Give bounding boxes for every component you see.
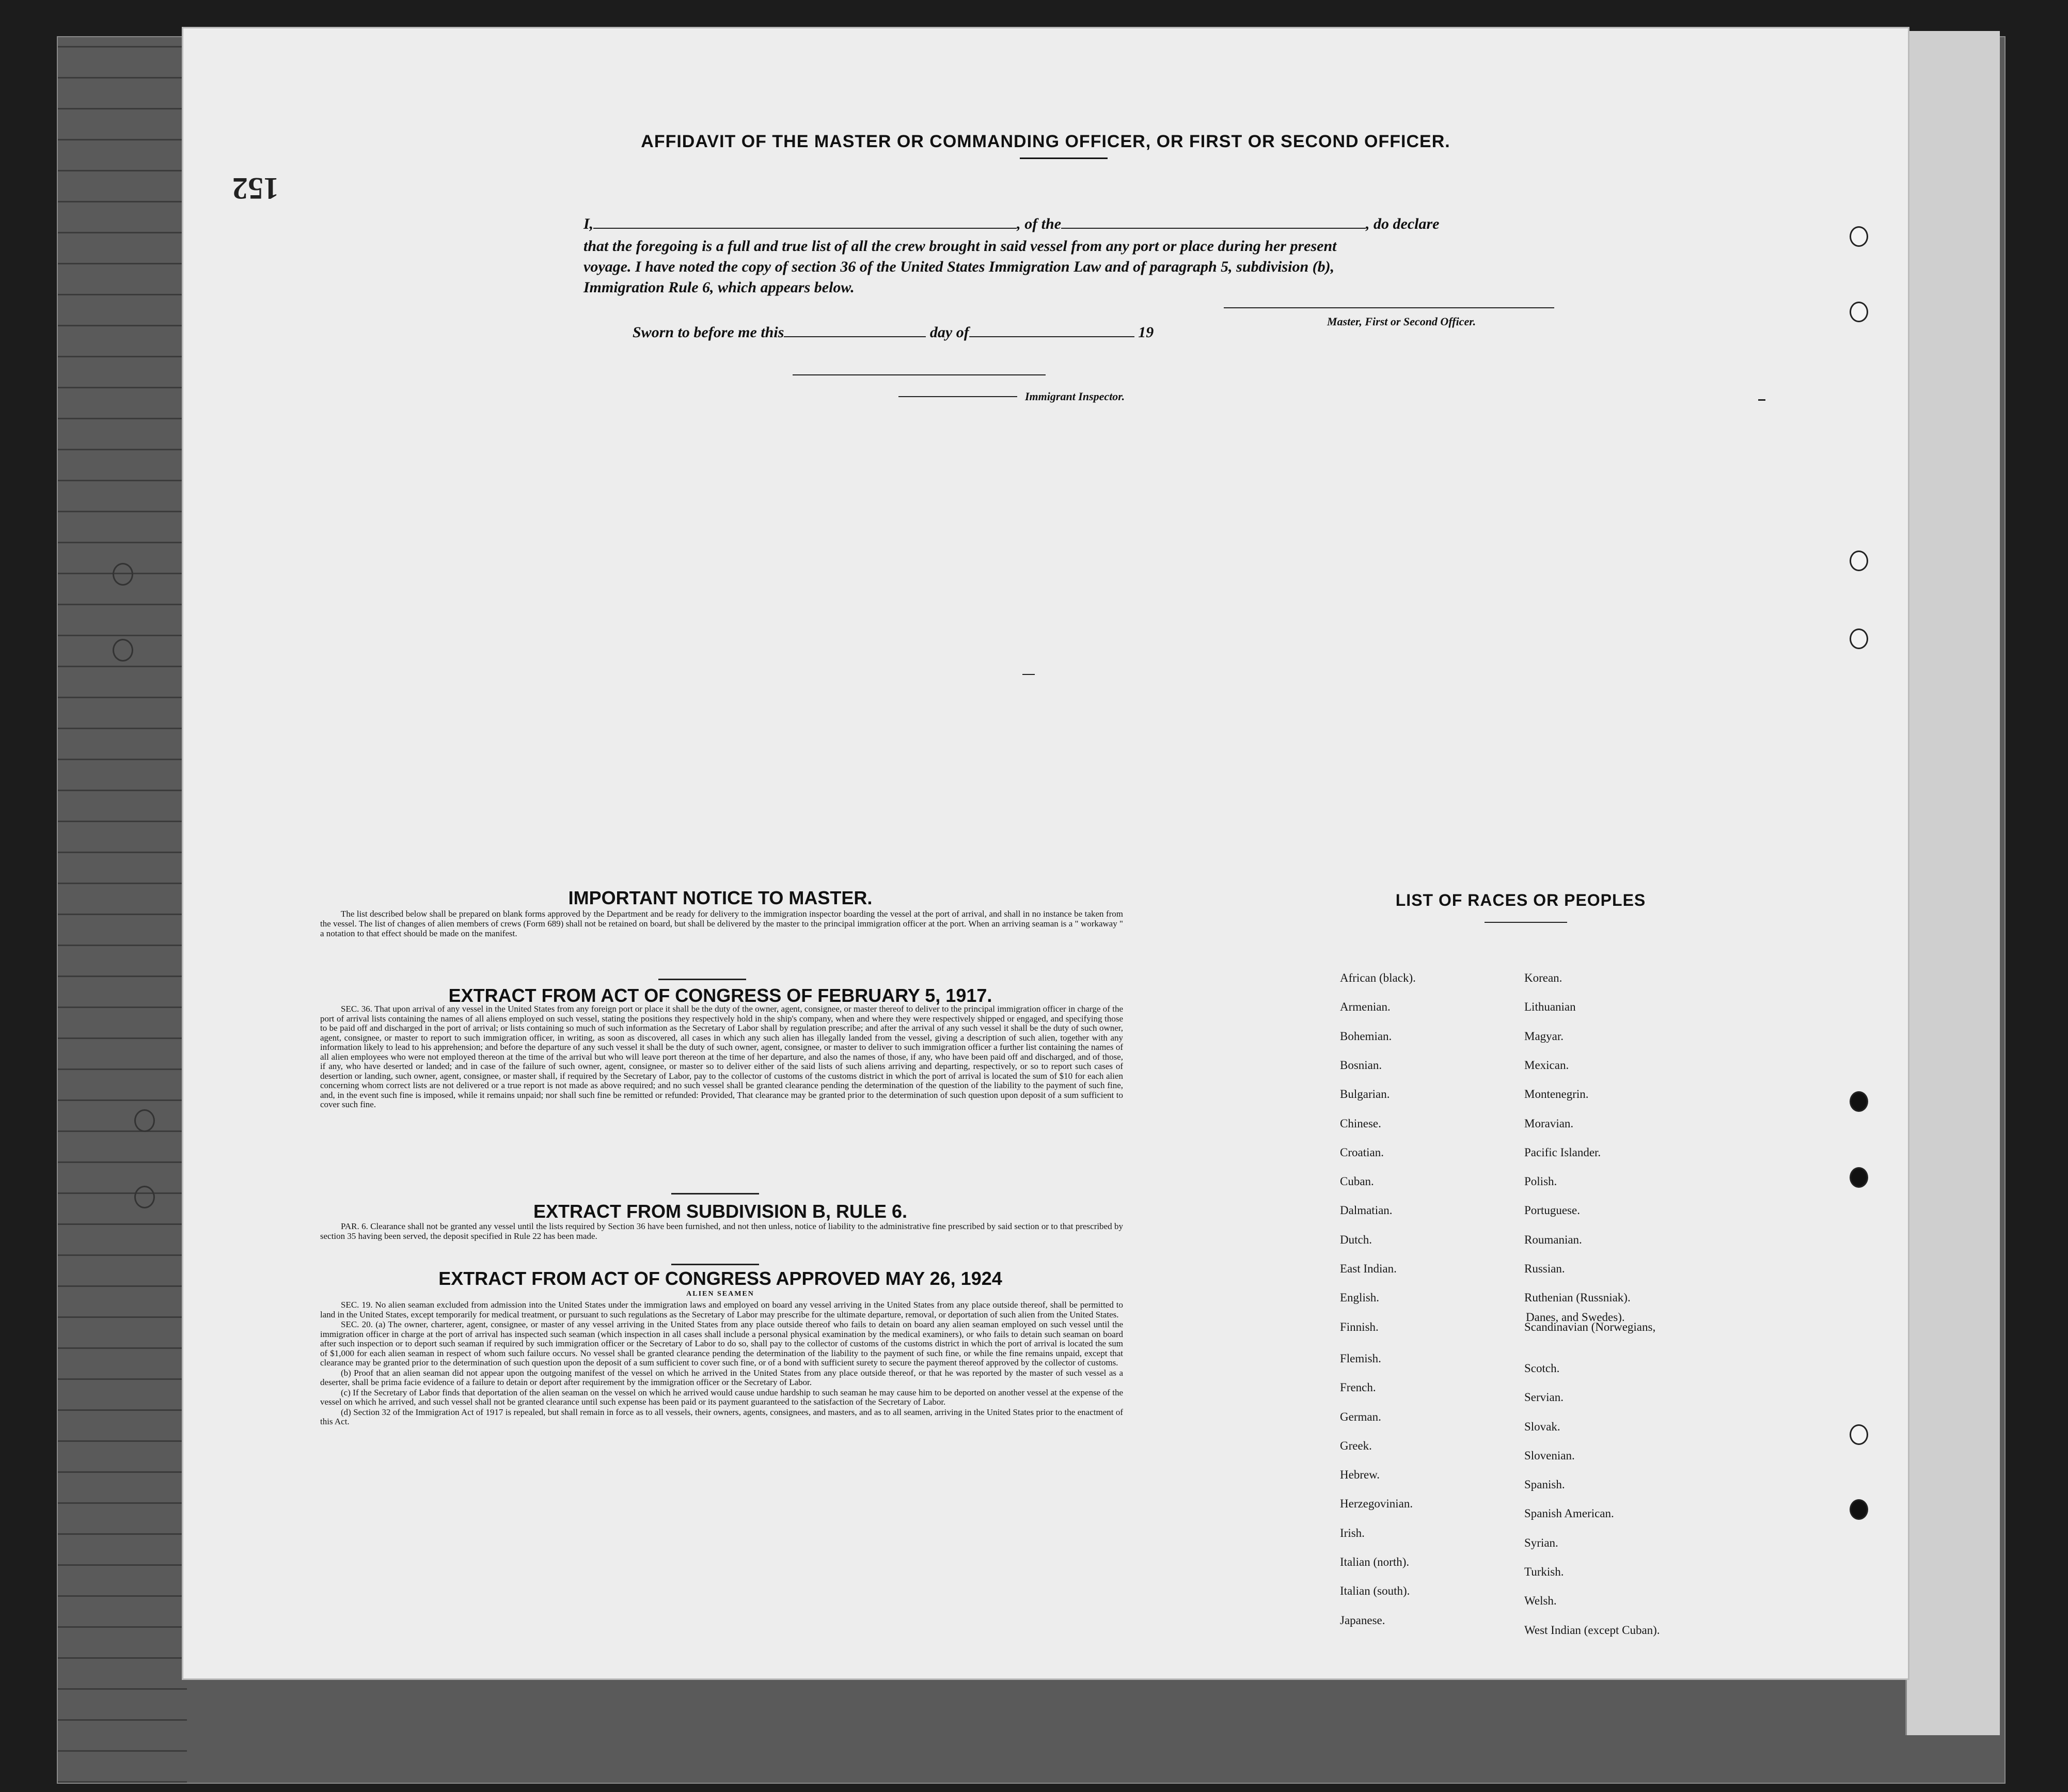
master-signature-label: Master, First or Second Officer. [1327, 315, 1476, 328]
rule6-title: EXTRACT FROM SUBDIVISION B, RULE 6. [533, 1201, 908, 1222]
vessel-blank[interactable] [1061, 214, 1366, 229]
sec20b-paragraph: (b) Proof that an alien seaman did not appear upon the outgoing manifest of the vessel on which he arrived in the United States from any place outside thereof, or that he was reported by the master of such vessel as a deserter, shall be prima facie evidence of a failure to detain or deport after requirement by the immigration officer or the Secretary of Labor. [320, 1367, 1123, 1387]
race-item: Servian. [1524, 1391, 1564, 1404]
punch-hole [1850, 226, 1868, 247]
punch-hole [1850, 302, 1868, 322]
race-item: Spanish American. [1524, 1507, 1614, 1520]
race-item: Scandinavian (Norwegians, [1524, 1321, 1656, 1333]
race-item: Polish. [1524, 1175, 1557, 1188]
declaration-of-the: , of the [1017, 215, 1062, 232]
declaration-i: I, [583, 215, 594, 232]
race-item: West Indian (except Cuban). [1524, 1624, 1660, 1637]
race-item: Montenegrin. [1524, 1088, 1589, 1101]
notice-title: IMPORTANT NOTICE TO MASTER. [568, 887, 873, 908]
race-item: Cuban. [1340, 1175, 1374, 1188]
punch-hole [1850, 1091, 1868, 1112]
race-item: East Indian. [1340, 1262, 1397, 1275]
race-item: Chinese. [1340, 1117, 1381, 1130]
inspector-label: Immigrant Inspector. [1025, 390, 1125, 403]
race-item: Mexican. [1524, 1059, 1569, 1072]
declaration-line-3: voyage. I have noted the copy of section 36 of the United States Immigration Law and of paragraph 5, subdivision (b), [583, 258, 1335, 275]
declaration-line-4: Immigration Rule 6, which appears below. [583, 279, 855, 296]
punch-hole [1850, 628, 1868, 649]
page-number-stamp: 152 [232, 171, 279, 206]
extract-1924-text [320, 1300, 1123, 1427]
sworn-year: 19 [1138, 324, 1154, 341]
declaration-declare: , do declare [1366, 215, 1440, 232]
inspector-short-line [898, 396, 1017, 397]
punch-hole [1850, 1499, 1868, 1520]
race-item: Slovak. [1524, 1420, 1560, 1433]
rule6-rule [671, 1264, 759, 1265]
race-item: Japanese. [1340, 1614, 1385, 1627]
race-item: Dalmatian. [1340, 1204, 1393, 1217]
race-item: Bulgarian. [1340, 1088, 1390, 1101]
race-item: Croatian. [1340, 1146, 1384, 1159]
race-item: Flemish. [1340, 1352, 1381, 1365]
notice-text [320, 909, 1123, 939]
name-blank[interactable] [593, 214, 1017, 229]
extract-1924-title: EXTRACT FROM ACT OF CONGRESS APPROVED MAY 26, 1924 [438, 1268, 1002, 1289]
left-punch-hole [113, 563, 133, 586]
race-item: Bosnian. [1340, 1059, 1382, 1072]
grid-strip [58, 37, 187, 1783]
declaration-line-2: that the foregoing is a full and true list of all the crew brought in said vessel from any port or place during her present [583, 238, 1337, 255]
master-signature-line[interactable] [1224, 307, 1554, 308]
extract-1917-text [320, 1004, 1123, 1110]
race-item: Moravian. [1524, 1117, 1574, 1130]
race-item: African (black). [1340, 971, 1416, 984]
punch-hole [1850, 1167, 1868, 1188]
left-punch-hole [134, 1186, 155, 1208]
race-item: Turkish. [1524, 1565, 1564, 1578]
sec20d-paragraph: (d) Section 32 of the Immigration Act of 1917 is repealed, but shall remain in force as to all vessels, their owners, agents, consignees, and masters, and as to all seamen, arriving in the United States prior to the enactment of this Act. [320, 1407, 1123, 1426]
punch-hole [1850, 551, 1868, 571]
race-item: Armenian. [1340, 1000, 1391, 1013]
center-mark [1022, 674, 1035, 675]
sworn-day-of: day of [929, 324, 969, 341]
sworn-day-blank[interactable] [784, 323, 926, 337]
race-item: Pacific Islander. [1524, 1146, 1601, 1159]
race-item: Korean. [1524, 971, 1562, 984]
race-item: Roumanian. [1524, 1233, 1582, 1246]
race-item: French. [1340, 1381, 1376, 1394]
inspector-signature-line[interactable] [793, 374, 1046, 375]
race-item: Italian (south). [1340, 1584, 1410, 1597]
notice-paragraph: The list described below shall be prepared on blank forms approved by the Department and be ready for delivery to the immigration inspector boarding the vessel at the port of arrival, and shall in no instance be taken from the vessel. The list of changes of alien members of crews (Form 689) shall not be retained on board, but shall be delivered by the master to the principal immigration officer at the port. When an arriving seaman is a " workaway " a notation to that effect should be made on the manifest. [320, 909, 1123, 938]
race-item: Herzegovinian. [1340, 1497, 1413, 1510]
race-item: Ruthenian (Russniak). [1524, 1291, 1631, 1304]
rule6-paragraph: PAR. 6. Clearance shall not be granted any vessel until the lists required by Section 36 have been furnished, and not then unless, notice of liability to the administrative fine prescribed by said section or to that prescribed by section 35 having been served, the deposit specified in Rule 22 has been made. [320, 1221, 1123, 1241]
race-item: English. [1340, 1291, 1380, 1304]
races-title: LIST OF RACES OR PEOPLES [1395, 891, 1646, 909]
rule6-text [320, 1221, 1123, 1241]
race-item: Finnish. [1340, 1321, 1379, 1333]
sworn-text: Sworn to before me this [633, 324, 784, 341]
race-item: Welsh. [1524, 1594, 1557, 1607]
race-item: Scotch. [1524, 1362, 1560, 1375]
sworn-month-blank[interactable] [969, 323, 1134, 337]
margin-dash [1758, 399, 1765, 401]
race-item: Magyar. [1524, 1030, 1564, 1043]
extract-1917-title: EXTRACT FROM ACT OF CONGRESS OF FEBRUARY 5, 1917. [448, 985, 992, 1006]
left-punch-hole [113, 639, 133, 662]
left-punch-hole [134, 1109, 155, 1132]
alien-seamen-subtitle: ALIEN SEAMEN [686, 1290, 754, 1298]
race-item: Slovenian. [1524, 1449, 1575, 1462]
races-rule [1485, 922, 1567, 923]
title-rule [1020, 158, 1108, 159]
affidavit-title: AFFIDAVIT OF THE MASTER OR COMMANDING OFFICER, OR FIRST OR SECOND OFFICER. [641, 132, 1450, 151]
punch-hole [1850, 1424, 1868, 1445]
declaration-line-1 [583, 214, 1439, 233]
notice-rule [658, 979, 746, 980]
stacked-pages-edge [1905, 31, 2000, 1735]
race-item: Portuguese. [1524, 1204, 1580, 1217]
sworn-line [633, 323, 1154, 341]
race-item: Bohemian. [1340, 1030, 1392, 1043]
race-item: Dutch. [1340, 1233, 1372, 1246]
race-item: Lithuanian [1524, 1000, 1576, 1013]
race-item: Greek. [1340, 1439, 1372, 1452]
extract-1917-rule [671, 1193, 759, 1194]
race-item: Spanish. [1524, 1478, 1565, 1491]
race-item: Italian (north). [1340, 1555, 1410, 1568]
race-item: German. [1340, 1410, 1381, 1423]
sec20a-paragraph: SEC. 20. (a) The owner, charterer, agent, consignee, or master of any vessel arriving in the United States from any place outside thereof who fails to detain on board any alien seaman employed on such vessel until the immigration officer in charge at the port of arrival has inspected such seaman (which inspection in all cases shall include a personal physical examination by the medical examiners), or who fails to detain such seaman on board after such inspection or to deport such seaman if required by such immigration officer or the Secretary of Labor to do so, shall pay to the collector of customs of the customs district in which the port of arrival is located the sum of $1,000 for each alien seaman in respect of whom such failure occurs. No vessel shall be granted clearance pending the determination of the liability to the payment of such fine, or while the fine remains unpaid, except that clearance may be granted prior to the determination of such question upon the deposit of a sum sufficient to cover such fine, or of a bond with sufficient surety to secure the payment thereof approved by the collector of customs. [320, 1319, 1123, 1367]
sec19-paragraph: SEC. 19. No alien seaman excluded from admission into the United States under the immigration laws and employed on board any vessel arriving in the United States from any place outside thereof, shall be permitted to land in the United States, except temporarily for medical treatment, or pursuant to such regulations as the Secretary of Labor may prescribe for the ultimate departure, removal, or deportation of such alien from the United States. [320, 1300, 1123, 1319]
form-page [183, 28, 1908, 1678]
sec20c-paragraph: (c) If the Secretary of Labor finds that deportation of the alien seaman on the vessel on which he arrived would cause undue hardship to such seaman he may cause him to be deported on another vessel at the expense of the vessel on which he arrived, and such vessel shall not be granted clearance until such expense has been paid or its payment guaranteed to the satisfaction of the Secretary of Labor. [320, 1387, 1123, 1407]
race-item: Russian. [1524, 1262, 1565, 1275]
race-item: Syrian. [1524, 1536, 1558, 1549]
race-continuation: Danes, and Swedes). [1526, 1311, 1625, 1324]
race-item: Hebrew. [1340, 1468, 1380, 1481]
race-item: Irish. [1340, 1527, 1365, 1539]
extract-1917-paragraph: SEC. 36. That upon arrival of any vessel in the United States from any foreign port or place it shall be the duty of the owner, agent, consignee, or master thereof to deliver to the principal immigration officer in charge of the port of arrival lists containing the names of all aliens employed on such vessel, stating the positions they respectively hold in the ship's company, when and where they were respectively shipped or engaged, and specifying those to be paid off and discharged in the port of arrival; or lists containing so much of such information as the Secretary of Labor shall by regulation prescribe; and after the arrival of any such vessel it shall be the duty of such owner, agent, consignee, or master to report to such immigration officer, in writing, as soon as discovered, all cases in which any such alien has illegally landed from the vessel, giving a description of such alien, together with any information likely to lead to his apprehension; and before the departure of any such vessel it shall be the duty of such owner, agent, consignee, or master to deliver to such immigration officer a further list containing the names of all alien employees who were not employed thereon at the time of the arrival but who will leave port thereon at the time of her departure, and also the names of those, if any, who have been paid off and discharged, and of those, if any, who have deserted or landed; and in case of the failure of such owner, agent, consignee, or master so to deliver either of the said lists of such aliens arriving and departing, respectively, or so to report such cases of desertion or landing, such owner, agent, consignee, or master shall, if required by the Secretary of Labor, pay to the collector of customs of the customs district in which the port of arrival is located the sum of $10 for each alien concerning whom correct lists are not delivered or a true report is not made as above required; and no such vessel shall be granted clearance pending the determination of the question of the liability to the payment of such fine, and, in the event such fine is imposed, while it remains unpaid; nor shall such fine be remitted or refunded: Provided, That clearance may be granted prior to the determination of such question upon deposit of a sum sufficient to cover such fine. [320, 1004, 1123, 1109]
